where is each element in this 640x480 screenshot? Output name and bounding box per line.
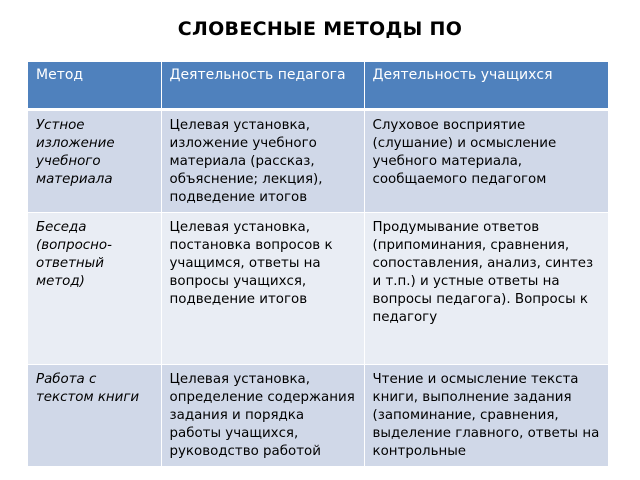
cell-method: Устное изложение учебного материала bbox=[28, 110, 161, 213]
table-header-row bbox=[28, 62, 608, 110]
cell-method: Работа с текстом книги bbox=[28, 365, 161, 467]
cell-student-activity: Продумывание ответов (припоминания, сравнения, сопоставления, анализ, синтез и т.п.) и устные ответы на вопросы педагога). Вопросы к педагогу bbox=[364, 213, 608, 365]
header-method: Метод bbox=[28, 62, 161, 110]
header-teacher-activity: Деятельность педагога bbox=[161, 62, 364, 110]
header-student-activity: Деятельность учащихся bbox=[364, 62, 608, 110]
cell-student-activity: Слуховое восприятие (слушание) и осмысление учебного материала, сообщаемого педагогом bbox=[364, 110, 608, 213]
cell-teacher-activity: Целевая установка, изложение учебного материала (рассказ, объяснение; лекция), подведение итогов bbox=[161, 110, 364, 213]
methods-table bbox=[28, 62, 608, 467]
cell-teacher-activity: Целевая установка, постановка вопросов к учащимся, ответы на вопросы учащихся, подведение итогов bbox=[161, 213, 364, 365]
table-row bbox=[28, 110, 608, 213]
cell-method: Беседа (вопросно-ответный метод) bbox=[28, 213, 161, 365]
table-row bbox=[28, 365, 608, 467]
cell-student-activity: Чтение и осмысление текста книги, выполнение задания (запоминание, сравнения, выделение главного, ответы на контрольные bbox=[364, 365, 608, 467]
slide-title: СЛОВЕСНЫЕ МЕТОДЫ ПО bbox=[177, 18, 463, 40]
table-row bbox=[28, 213, 608, 365]
cell-teacher-activity: Целевая установка, определение содержания задания и порядка работы учащихся, руководство работой bbox=[161, 365, 364, 467]
methods-table-container bbox=[28, 62, 608, 480]
